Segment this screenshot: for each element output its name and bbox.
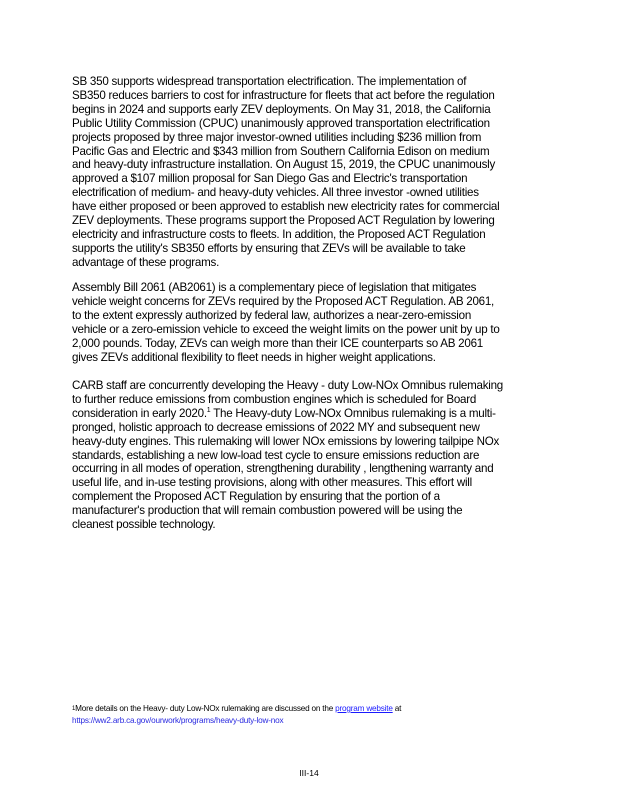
text-line: have either proposed or been approved to establish new electricity rates for commercial <box>72 200 500 214</box>
text-line: approved a $107 million proposal for San Diego Gas and Electric's transportation <box>72 172 468 186</box>
text-line: gives ZEVs additional flexibility to fleet needs in higher weight applications. <box>72 350 436 364</box>
text-line: pronged, holistic approach to decrease emissions of 2022 MY and subsequent new <box>72 420 480 434</box>
text-line: standards, establishing a new low-load test cycle to ensure emissions reduction are <box>72 448 480 462</box>
text-line: to further reduce emissions from combustion engines which is scheduled for Board <box>72 392 477 406</box>
text-line: manufacturer's production that will remain combustion powered will be using the <box>72 504 463 518</box>
text-segment: consideration in early 2020. <box>72 406 207 420</box>
text-line: vehicle weight concerns for ZEVs required by the Proposed ACT Regulation. AB 2061, <box>72 294 495 308</box>
text-line: Public Utility Commission (CPUC) unanimously approved transportation electrification <box>72 116 490 130</box>
footnote <box>72 703 401 727</box>
text-line: supports the utility's SB350 efforts by ensuring that ZEVs will be available to take <box>72 241 466 255</box>
text-line: cleanest possible technology. <box>72 518 216 532</box>
text-line: heavy-duty engines. This rulemaking will lower NOx emissions by lowering tailpipe NOx <box>72 434 500 448</box>
text-segment: The Heavy-duty Low-NOx Omnibus rulemaking is a multi- <box>210 406 496 420</box>
text-line: 2,000 pounds. Today, ZEVs can weigh more than their ICE counterparts so AB 2061 <box>72 336 483 350</box>
program-website-link[interactable]: program website <box>335 704 393 713</box>
text-line: occurring in all modes of operation, strengthening durability , lengthening warranty and <box>72 462 494 476</box>
text-line: and heavy-duty infrastructure installation. On August 15, 2019, the CPUC unanimously <box>72 158 496 172</box>
paragraph-low-nox-omnibus <box>72 379 552 532</box>
text-line: ZEV deployments. These programs support the Proposed ACT Regulation by lowering <box>72 214 495 228</box>
paragraph-ab2061 <box>72 281 552 364</box>
text-line: to the extent expressly authorized by federal law, authorizes a near-zero-emission <box>72 308 472 322</box>
text-line: SB350 reduces barriers to cost for infrastructure for fleets that act before the regulation <box>72 88 495 102</box>
page-number: III-14 <box>299 768 319 778</box>
text-line: projects proposed by three major investor-owned utilities including $236 million from <box>72 130 482 144</box>
text-line: complement the Proposed ACT Regulation by ensuring that the portion of a <box>72 490 440 504</box>
text-line: electrification of medium- and heavy-duty vehicles. All three investor -owned utilities <box>72 186 479 200</box>
footnote-text-after: at <box>392 704 402 713</box>
text-line: electricity and infrastructure costs to fleets. In addition, the Proposed ACT Regulation <box>72 227 486 241</box>
text-line: advantage of these programs. <box>72 255 220 269</box>
footnote-url-link[interactable]: https://ww2.arb.ca.gov/ourwork/programs/heavy-duty-low-nox <box>72 716 284 725</box>
text-line: Assembly Bill 2061 (AB2061) is a complementary piece of legislation that mitigates <box>72 281 477 294</box>
text-line: CARB staff are concurrently developing the Heavy - duty Low-NOx Omnibus rulemaking <box>72 379 503 392</box>
footnote-number: 1 <box>72 706 76 712</box>
text-line <box>72 407 552 421</box>
footnote-reference[interactable]: 1 <box>206 406 211 414</box>
text-line: Pacific Gas and Electric and $343 million from Southern California Edison on medium <box>72 144 490 158</box>
text-line: vehicle or a zero-emission vehicle to exceed the weight limits on the power unit by up to <box>72 322 500 336</box>
text-line: begins in 2024 and supports early ZEV deployments. On May 31, 2018, the California <box>72 102 491 116</box>
text-line: useful life, and in-use testing provisions, along with other measures. This effort will <box>72 476 472 490</box>
text-line: SB 350 supports widespread transportation electrification. The implementation of <box>72 75 467 88</box>
paragraph-sb350 <box>72 75 552 270</box>
footnote-text: More details on the Heavy- duty Low-NOx rulemaking are discussed on the <box>75 704 336 713</box>
